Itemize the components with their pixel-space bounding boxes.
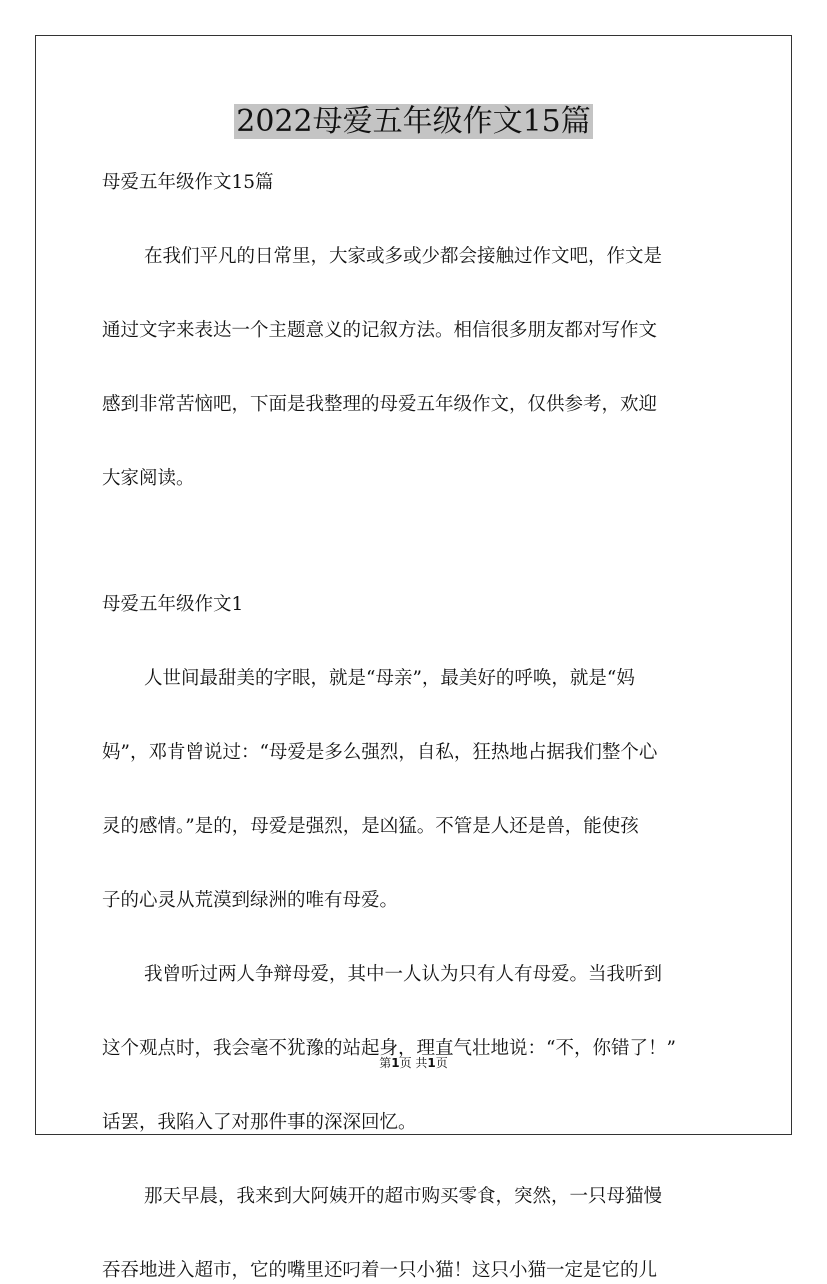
footer-page-suffix: 页 共: [399, 1056, 428, 1070]
intro-line: 大家阅读。: [102, 468, 195, 489]
document-title: [0, 100, 827, 144]
paragraph-line: 话罢，我陷入了对那件事的深深回忆。: [102, 1112, 417, 1133]
paragraph-line: 那天早晨，我来到大阿姨开的超市购买零食，突然，一只母猫慢: [144, 1186, 663, 1207]
paragraph-line: 妈”，邓肯曾说过：“母爱是多么强烈，自私，狂热地占据我们整个心: [102, 742, 658, 763]
paragraph-line: 吞吞地进入超市，它的嘴里还叼着一只小猫！这只小猫一定是它的儿: [102, 1260, 658, 1281]
footer-page-prefix: 第: [379, 1056, 392, 1070]
footer-page-number: 1: [391, 1056, 400, 1070]
paragraph-line: 人世间最甜美的字眼，就是“母亲”，最美好的呼唤，就是“妈: [144, 668, 635, 689]
paragraph-line: 我曾听过两人争辩母爱，其中一人认为只有人有母爱。当我听到: [144, 964, 663, 985]
paragraph-2: [102, 962, 732, 1136]
intro-line: 感到非常苦恼吧，下面是我整理的母爱五年级作文，仅供参考，欢迎: [102, 394, 658, 415]
footer-total-suffix: 页: [435, 1056, 448, 1070]
document-title-text: 2022母爱五年级作文15篇: [236, 104, 591, 139]
document-body: [102, 170, 732, 1284]
paragraph-line: 子的心灵从荒漠到绿洲的唯有母爱。: [102, 890, 399, 911]
subtitle: 母爱五年级作文15篇: [102, 172, 274, 193]
paragraph-3: [102, 1184, 732, 1284]
section-heading: 母爱五年级作文1: [102, 594, 244, 615]
intro-line: 通过文字来表达一个主题意义的记叙方法。相信很多朋友都对写作文: [102, 320, 658, 341]
intro-paragraph: [102, 244, 732, 492]
intro-line: 在我们平凡的日常里，大家或多或少都会接触过作文吧，作文是: [144, 246, 663, 267]
paragraph-1: [102, 666, 732, 914]
page-footer: [0, 1055, 827, 1071]
paragraph-line: 灵的感情。”是的，母爱是强烈，是凶猛。不管是人还是兽，能使孩: [102, 816, 639, 837]
paragraph-line: 这个观点时，我会毫不犹豫的站起身，理直气壮地说：“不，你错了！”: [102, 1038, 676, 1059]
footer-total-pages: 1: [427, 1056, 436, 1070]
